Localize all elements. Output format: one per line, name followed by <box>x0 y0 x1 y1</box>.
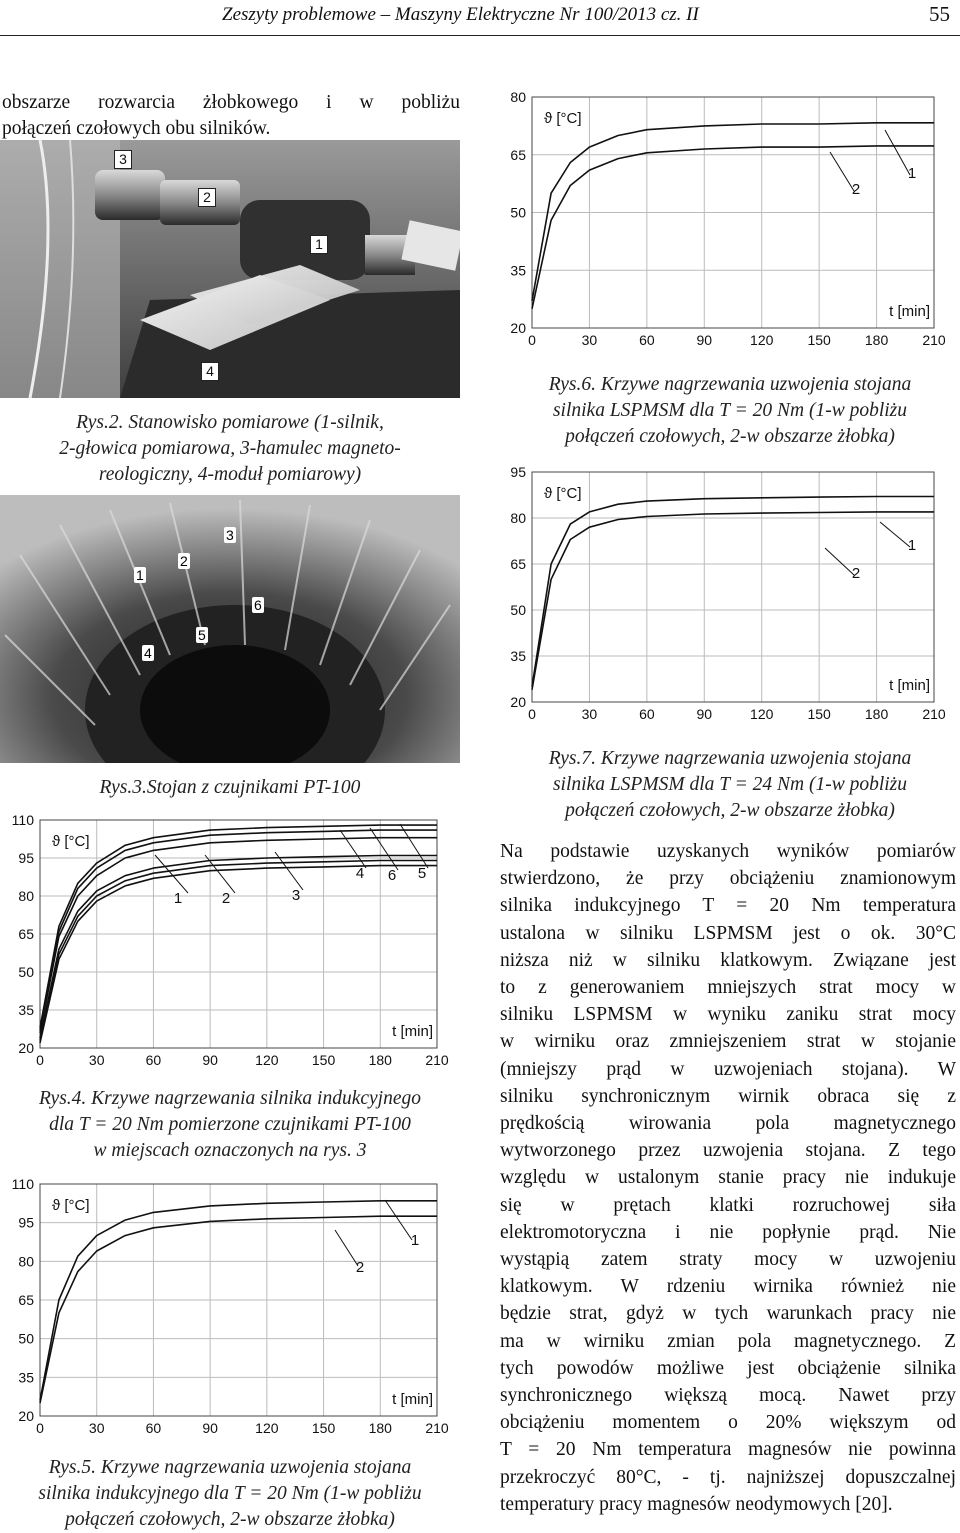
x-tick-label: 0 <box>528 706 536 722</box>
fig2-label-1: 1 <box>310 235 328 254</box>
y-tick-label: 50 <box>18 1330 34 1347</box>
series-leader-1 <box>885 130 910 175</box>
body-line: przekroczyć 80°C, - tj. najniższej dopuszczalnej <box>500 1466 956 1488</box>
y-tick-label: 35 <box>18 1369 34 1386</box>
x-tick-label: 150 <box>807 706 831 722</box>
fig2-photo <box>0 140 460 398</box>
x-tick-label: 180 <box>368 1420 392 1436</box>
fig5-caption-line: silnika indukcyjnego dla T = 20 Nm (1-w pobliżu <box>38 1483 422 1504</box>
x-tick-label: 60 <box>639 332 655 348</box>
x-tick-label: 90 <box>696 706 713 722</box>
series-leader-1 <box>880 522 910 547</box>
y-axis-label: ϑ [°C] <box>544 110 582 127</box>
y-tick-label: 65 <box>510 146 526 163</box>
body-line: silniku synchronicznym wirnik obraca się z <box>500 1085 956 1107</box>
body-line: stwierdzono, że przy obciążeniu znamionowym <box>500 868 956 890</box>
y-tick-label: 65 <box>18 1292 34 1308</box>
series-label-2: 2 <box>221 890 231 907</box>
fig2-caption-line: reologiczny, 4-moduł pomiarowy) <box>98 464 362 485</box>
x-tick-label: 180 <box>864 332 889 348</box>
series-label-1: 1 <box>907 165 917 182</box>
body-line: temperatury pracy magnesów neodymowych [20]. <box>500 1493 893 1515</box>
y-tick-label: 95 <box>18 1214 34 1231</box>
series-label-2: 2 <box>355 1259 365 1276</box>
x-tick-label: 120 <box>750 332 774 348</box>
fig4-chart <box>0 805 460 1075</box>
series-line-2 <box>40 861 437 1041</box>
body-line: się w prętach klatki rozruchowej siła <box>500 1194 956 1216</box>
fig7-caption <box>500 746 960 824</box>
body-line: w wirniku oraz zmniejszeniem strat w stojanie <box>500 1031 956 1053</box>
series-label-4: 4 <box>355 865 365 882</box>
body-line: ustalona w silniku LSPMSM jest o ok. 30°C <box>500 922 956 944</box>
body-line: wytworzonego przez uzwojenia stojana. Z tego <box>500 1140 956 1162</box>
fig4-chart-svg <box>0 805 460 1075</box>
intro-line-1 <box>2 90 460 116</box>
x-tick-label: 210 <box>425 1420 449 1436</box>
body-line: elektromotoryczna i nie popłynie prąd. Nie <box>500 1221 956 1243</box>
body-line: silnika indukcyjnego T = 20 Nm temperatura <box>500 895 956 917</box>
fig3-label-2: 2 <box>180 553 188 569</box>
fig5-caption-line: połączeń czołowych, 2-w obszarze żłobka) <box>65 1509 395 1530</box>
series-line-1 <box>532 123 934 301</box>
series-line-2 <box>40 1216 437 1403</box>
fig7-caption-line: połączeń czołowych, 2-w obszarze żłobka) <box>565 800 895 821</box>
fig3-label-1: 1 <box>136 567 144 583</box>
y-tick-label: 20 <box>510 320 526 336</box>
fig2-label-3: 3 <box>114 150 132 169</box>
y-tick-label: 95 <box>18 850 34 866</box>
y-tick-label: 20 <box>510 694 526 710</box>
series-label-3: 3 <box>291 887 301 904</box>
fig5-caption-line: Rys.5. Krzywe nagrzewania uzwojenia stojana <box>48 1457 412 1478</box>
x-tick-label: 30 <box>88 1420 105 1436</box>
y-tick-label: 35 <box>18 1002 34 1018</box>
plot-frame <box>532 472 934 702</box>
y-axis-label: ϑ [°C] <box>52 833 90 850</box>
journal-title: Zeszyty problemowe – Maszyny Elektryczne Nr 100/2013 cz. II <box>222 4 699 25</box>
fig6-caption-line: silnika LSPMSM dla T = 20 Nm (1-w pobliżu <box>552 400 908 421</box>
x-tick-label: 60 <box>145 1420 162 1436</box>
body-line: ma w wirniku zmian pola magnetycznego. Z <box>500 1330 956 1352</box>
y-tick-label: 95 <box>510 464 526 480</box>
fig5-chart-svg <box>0 1172 460 1447</box>
body-line: prędkością wirowania pola magnetycznego <box>500 1113 956 1135</box>
x-tick-label: 180 <box>368 1052 392 1068</box>
x-tick-label: 60 <box>145 1052 162 1068</box>
fig6-caption <box>500 372 960 450</box>
y-tick-label: 80 <box>510 510 526 526</box>
x-tick-label: 0 <box>528 332 536 348</box>
fig2-label-2: 2 <box>198 188 216 207</box>
intro-word: rozwarcia <box>98 92 175 113</box>
fig6-caption-line: Rys.6. Krzywe nagrzewania uzwojenia stojana <box>548 374 912 395</box>
fig2-caption-line: Rys.2. Stanowisko pomiarowe (1-silnik, <box>76 412 384 433</box>
body-line: (mniejszy prąd w uzwojeniach stojana). W <box>500 1058 956 1080</box>
x-tick-label: 210 <box>425 1052 449 1068</box>
y-tick-label: 35 <box>510 262 526 279</box>
series-leader-1 <box>385 1200 412 1240</box>
body-line: T = 20 Nm temperatura magnesów nie powinna <box>500 1439 956 1461</box>
fig4-caption-line: Rys.4. Krzywe nagrzewania silnika indukcyjnego <box>38 1088 421 1109</box>
fig7-chart <box>497 460 960 735</box>
intro-word: i <box>326 92 332 113</box>
fig3-label-4: 4 <box>144 645 152 661</box>
series-label-1: 1 <box>907 537 917 554</box>
y-axis-label: ϑ [°C] <box>52 1197 90 1214</box>
y-tick-label: 65 <box>510 556 526 572</box>
y-tick-label: 80 <box>18 888 34 904</box>
body-line: względu w ustalonym stanie pracy nie indukuje <box>500 1167 956 1189</box>
series-label-5: 5 <box>417 865 427 882</box>
x-tick-label: 0 <box>36 1052 44 1068</box>
fig4-caption-line: dla T = 20 Nm pomierzone czujnikami PT-100 <box>49 1114 411 1135</box>
x-tick-label: 90 <box>696 332 713 348</box>
body-line: niższa niż w silniku klatkowym. Związane jest <box>500 949 956 971</box>
series-line-2 <box>532 146 934 309</box>
x-tick-label: 150 <box>311 1052 336 1068</box>
x-tick-label: 90 <box>202 1420 218 1436</box>
body-line: to z generowaniem mniejszych strat mocy w <box>500 977 956 999</box>
intro-line-2: połączeń czołowych obu silników. <box>2 118 271 139</box>
fig7-caption-line: Rys.7. Krzywe nagrzewania uzwojenia stojana <box>548 748 912 769</box>
series-label-1: 1 <box>410 1232 420 1249</box>
series-label-6: 6 <box>387 867 397 884</box>
y-tick-label: 35 <box>510 648 526 664</box>
x-tick-label: 210 <box>922 706 946 722</box>
series-label-2: 2 <box>851 565 861 582</box>
x-axis-label: t [min] <box>392 1391 433 1408</box>
x-tick-label: 0 <box>36 1420 44 1436</box>
page-number: 55 <box>929 2 950 26</box>
series-label-2: 2 <box>851 181 861 198</box>
x-tick-label: 180 <box>864 706 889 722</box>
x-tick-label: 150 <box>311 1420 336 1436</box>
x-tick-label: 30 <box>581 332 598 348</box>
fig2-caption-line: 2-głowica pomiarowa, 3-hamulec magneto- <box>59 438 401 459</box>
series-line-1 <box>532 497 934 687</box>
x-axis-label: t [min] <box>889 303 930 320</box>
page-header <box>0 2 960 32</box>
x-tick-label: 60 <box>639 706 655 722</box>
y-tick-label: 80 <box>18 1253 34 1270</box>
series-leader-2 <box>830 152 854 191</box>
body-line: klatkowym. W rdzeniu wirnika również nie <box>500 1276 956 1298</box>
fig2-photo-drawing <box>0 140 460 398</box>
fig3-label-3: 3 <box>226 527 234 543</box>
fig2-caption <box>0 410 460 488</box>
body-line: obciążeniu momentem o 20% większym od <box>500 1412 956 1434</box>
body-paragraph <box>500 838 956 1518</box>
x-axis-label: t [min] <box>889 677 930 694</box>
fig7-chart-svg <box>497 460 960 735</box>
fig6-caption-line: połączeń czołowych, 2-w obszarze żłobka) <box>565 426 895 447</box>
body-line: silniku LSPMSM w wyniku zaniku strat mocy <box>500 1004 956 1026</box>
series-leader-2 <box>335 1230 358 1266</box>
x-tick-label: 210 <box>922 332 946 348</box>
intro-word: w <box>359 92 374 113</box>
body-line: synchronicznego większą mocą. Nawet przy <box>500 1385 956 1407</box>
intro-word: obszarze <box>2 92 71 113</box>
fig4-caption <box>0 1086 460 1164</box>
x-tick-label: 90 <box>202 1052 218 1068</box>
y-tick-label: 50 <box>510 204 526 221</box>
series-line-1 <box>40 866 437 1043</box>
fig3-label-6: 6 <box>254 597 262 613</box>
fig6-chart-svg <box>497 85 960 360</box>
x-tick-label: 120 <box>255 1052 279 1068</box>
y-tick-label: 80 <box>510 89 526 105</box>
y-tick-label: 50 <box>18 964 34 980</box>
fig3-caption: Rys.3.Stojan z czujnikami PT-100 <box>99 777 361 798</box>
x-tick-label: 120 <box>750 706 774 722</box>
y-tick-label: 50 <box>510 602 526 618</box>
body-line: wystąpią zatem straty mocy w uzwojeniu <box>500 1249 956 1271</box>
fig4-caption-line: w miejscach oznaczonych na rys. 3 <box>93 1140 367 1161</box>
intro-word: pobliżu <box>401 92 460 113</box>
fig3-label-5: 5 <box>198 627 206 643</box>
y-tick-label: 110 <box>11 1176 34 1192</box>
series-leader-6 <box>370 828 398 870</box>
intro-paragraph <box>2 90 460 142</box>
series-label-1: 1 <box>173 890 183 907</box>
series-leader-4 <box>340 830 366 868</box>
fig7-caption-line: silnika LSPMSM dla T = 24 Nm (1-w pobliżu <box>552 774 908 795</box>
x-tick-label: 30 <box>581 706 598 722</box>
fig2-label-4: 4 <box>201 362 219 381</box>
intro-word: żłobkowego <box>202 92 299 113</box>
x-tick-label: 30 <box>88 1052 105 1068</box>
header-rule <box>0 35 960 36</box>
fig5-chart <box>0 1172 460 1447</box>
series-leader-2 <box>825 548 854 575</box>
y-axis-label: ϑ [°C] <box>544 485 582 502</box>
x-axis-label: t [min] <box>392 1023 433 1040</box>
series-line-1 <box>40 1201 437 1401</box>
fig5-caption <box>0 1455 460 1533</box>
y-tick-label: 20 <box>18 1040 34 1056</box>
y-tick-label: 20 <box>18 1408 34 1424</box>
series-line-3 <box>40 856 437 1038</box>
fig3-photo <box>0 495 460 763</box>
y-tick-label: 110 <box>11 812 34 828</box>
body-line: będzie strat, gdyż w tych warunkach pracy nie <box>500 1303 956 1325</box>
y-tick-label: 65 <box>18 926 34 942</box>
series-line-2 <box>532 512 934 690</box>
x-tick-label: 150 <box>807 332 831 348</box>
x-tick-label: 120 <box>255 1420 279 1436</box>
fig6-chart <box>497 85 960 360</box>
body-line: Na podstawie uzyskanych wyników pomiarów <box>500 841 956 862</box>
body-line: tych powodów możliwe jest obciążenie silnika <box>500 1357 956 1379</box>
